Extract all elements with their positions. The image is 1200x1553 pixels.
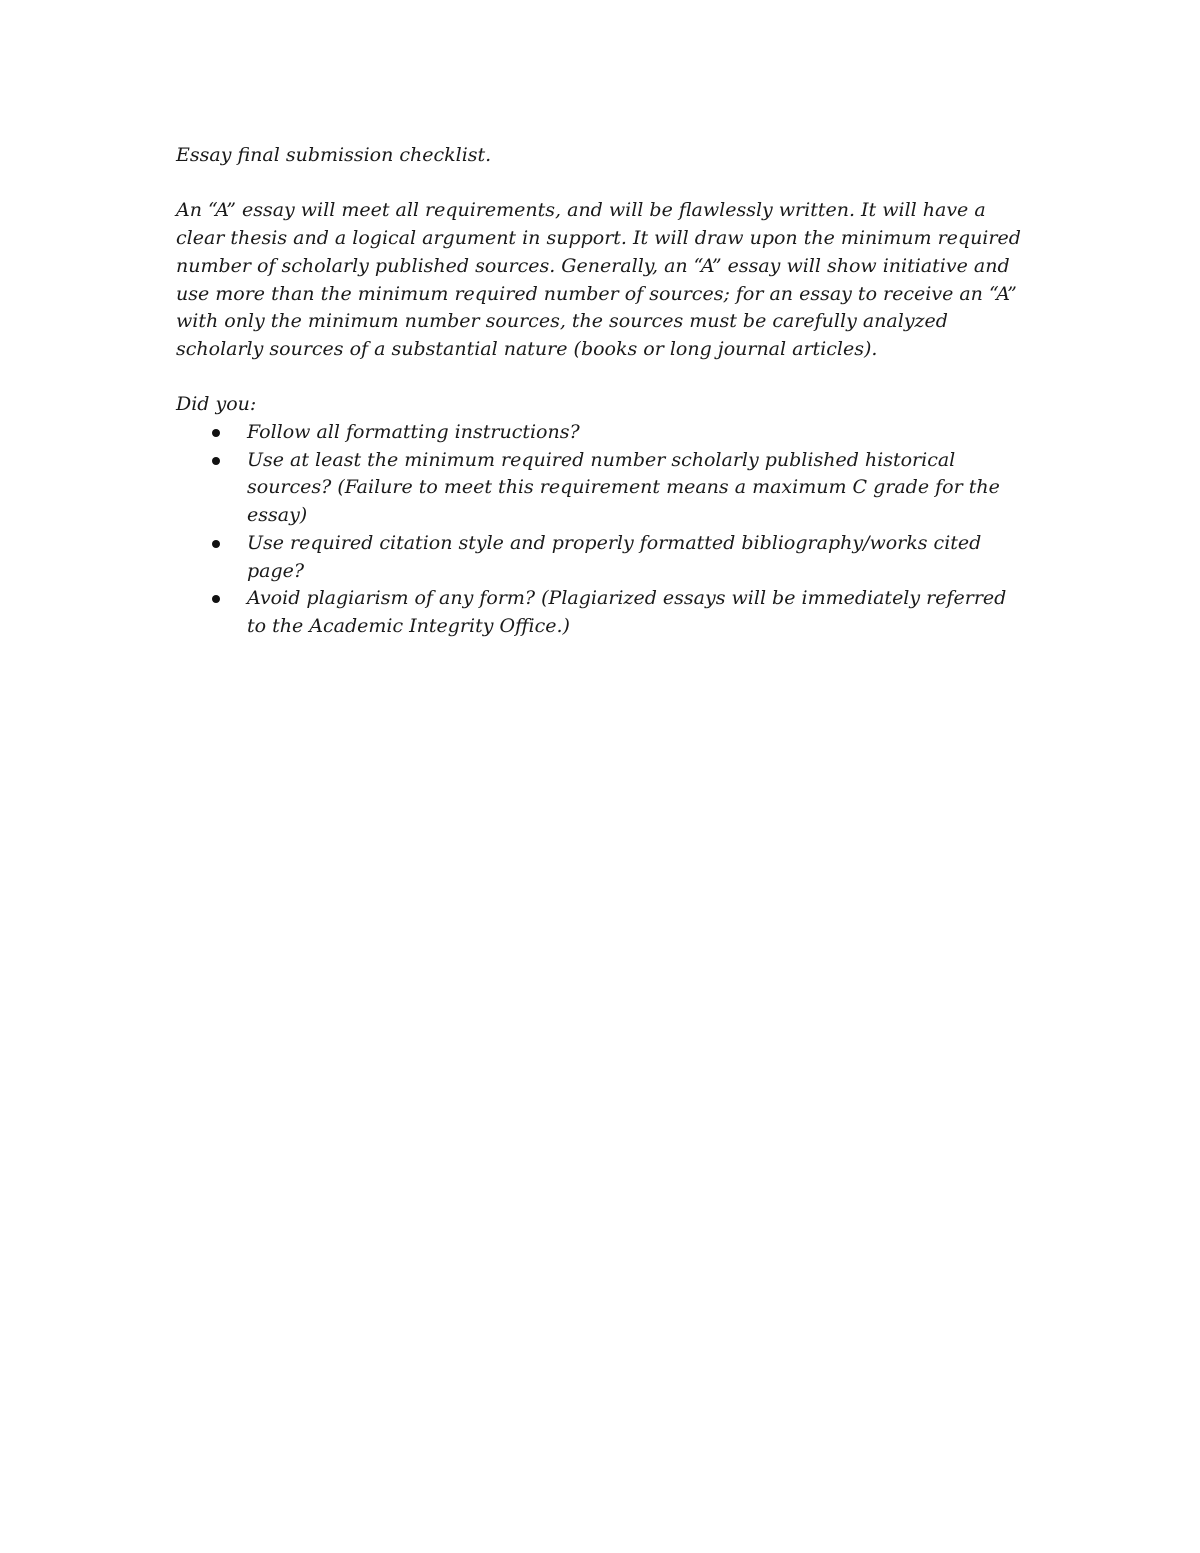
- bullet-icon: [212, 595, 220, 603]
- checklist-item: [176, 585, 1026, 640]
- checklist-item-text: Use required citation style and properly formatted bibliography/works cited page?: [247, 531, 982, 582]
- checklist-item: [176, 447, 1026, 530]
- checklist-item-text: Avoid plagiarism of any form? (Plagiarized essays will be immediately referred to the Academic Integrity Office.): [247, 587, 1007, 637]
- checklist: [176, 419, 1026, 641]
- checklist-item-text: Follow all formatting instructions?: [247, 421, 580, 443]
- checklist-prompt: Did you:: [176, 393, 257, 416]
- checklist-item-text: Use at least the minimum required number scholarly published historical sources? (Failure to meet this requirement means a maximum C grade for the essay): [247, 448, 1000, 527]
- checklist-item: [176, 530, 1026, 585]
- checklist-item: [176, 419, 1026, 447]
- bullet-icon: [212, 429, 220, 437]
- intro-paragraph: An “A” essay will meet all requirements, and will be flawlessly written. It will have a clear thesis and a logical argument in support. It will draw upon the minimum required number of scholarly published sources. Generally, an “A” essay will show initiative and use more than the minimum required number of sources; for an essay to receive an “A” with only the minimum number sources, the sources must be carefully analyzed scholarly sources of a substantial nature (books or long journal articles).: [176, 199, 1021, 360]
- bullet-icon: [212, 540, 220, 548]
- document-title: Essay final submission checklist.: [176, 144, 492, 166]
- document-body: [176, 142, 1026, 641]
- bullet-icon: [212, 457, 220, 465]
